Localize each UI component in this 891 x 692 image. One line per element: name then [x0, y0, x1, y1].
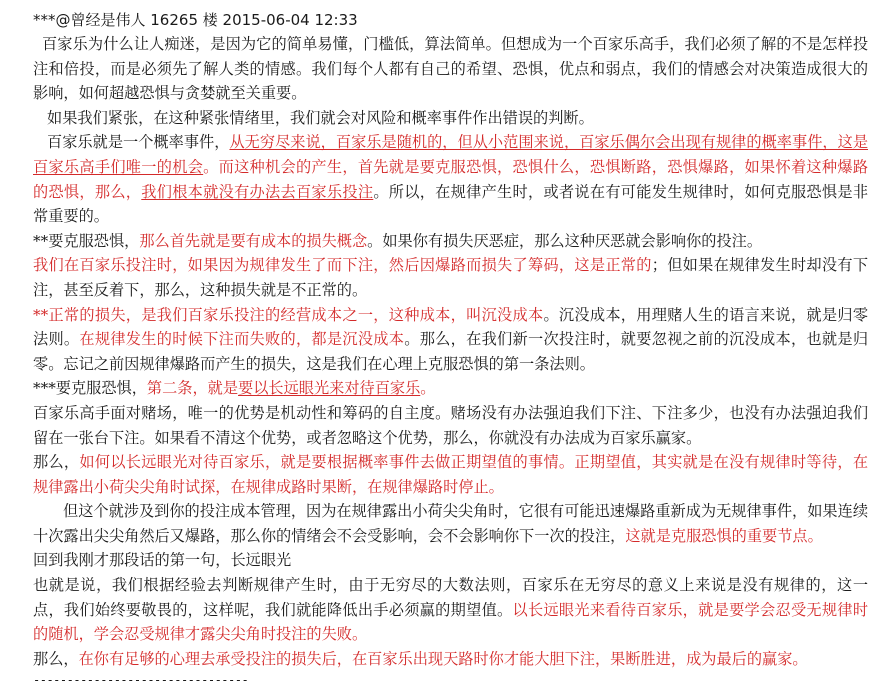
text-segment: 也就是说，我们根据经验去判断规律产生时，由于无穷尽的大数法则，百家乐在无穷尽的意义上来说是没有规律的，这一点，我们始终要敬畏的，这样呢，我们就能降低出手必须赢的期望值。 [33, 576, 868, 619]
highlight-red: 如何以长远眼光对待百家乐，就是要根据概率事件去做正期望值的事情。正期望值，其实就是在没有规律时等待，在规律露出小荷尖尖角时试探，在规律成路时果断，在规律爆路时停止。 [33, 453, 869, 496]
highlight-red: 在你有足够的心理去承受投注的损失后，在百家乐出现天路时你才能大胆下注，果断胜进，成为最后的赢家。 [78, 649, 808, 668]
text-segment: 。沉没成本，用理赌人生的语言来说，就是归零法则。 [33, 305, 869, 349]
paragraph-cost-concept [33, 229, 868, 254]
highlight-red: 那么首先就是要有成本的损失概念 [139, 231, 368, 250]
highlight-underlined: 我们根本就没有办法去百家乐投注 [141, 182, 374, 201]
text-segment: 那么， [33, 453, 80, 472]
highlight-red: 以长远眼光来看待百家乐，就是要学会忍受无规律时的随机，学会忍受规律才露尖尖角时投注的失败。 [33, 600, 869, 644]
text-segment: 。所以，在规律产生时，或者说在有可能发生规律时，如何克服恐惧是非常重要的。 [33, 182, 869, 226]
paragraph-normal-loss [33, 253, 868, 302]
paragraph-sunk-cost [33, 303, 868, 377]
paragraph-text: 百家乐高手面对赌场，唯一的优势是机动性和筹码的自主度。赌场没有办法强迫我们下注、下注多少，也没有办法强迫我们留在一张台下注。如果看不清这个优势，或者忽略这个优势，那么，你就没有办法成为百家乐赢家。 [33, 403, 868, 447]
highlight-red: 在规律发生的时候下注而失败的，都是沉没成本 [79, 330, 405, 349]
paragraph-text: 回到我刚才那段话的第一句，长远眼光 [33, 551, 292, 570]
highlight-underlined: 从无穷尽来说，百家乐是随机的，但从小范围来说，百家乐偶尔会出现有规律的概率事件，这是百家乐高手们唯一的机会 [33, 133, 869, 176]
text-segment: 。如果你有损失厌恶症，那么这种厌恶就会影响你的投注。 [367, 231, 762, 250]
paragraph-intro [33, 32, 868, 106]
forum-post [33, 8, 868, 689]
highlight-red: 第二条，就是 [146, 379, 239, 398]
text-segment: **要克服恐惧， [33, 231, 140, 250]
paragraph-nervous [33, 106, 868, 131]
paragraph-back-to-first [33, 548, 868, 573]
text-segment: ***要克服恐惧， [33, 379, 147, 398]
post-header: ***@曾经是伟人 16265 楼 2015-06-04 12:33 [33, 11, 358, 29]
paragraph-long-view [33, 450, 868, 499]
paragraph-rule-two [33, 376, 868, 401]
highlight-red: 我们在百家乐投注时，如果因为规律发生了而下注，然后因爆路而损失了筹码，这是正常的 [33, 256, 652, 275]
text-segment: 那么， [33, 649, 79, 668]
text-segment: 但这个就涉及到你的投注成本管理，因为在规律露出小荷尖尖角时，它很有可能迅速爆路重新成为无规律事件，如果连续十次露出尖尖角然后又爆路，那么你的情绪会不会受影响，会不会影响你下一次的投注， [33, 502, 868, 545]
paragraph-text: 如果我们紧张，在这种紧张情绪里，我们就会对风险和概率事件作出错误的判断。 [47, 108, 594, 127]
paragraph-advantage [33, 401, 868, 450]
paragraph-cost-management [33, 499, 868, 548]
highlight-red: 。而这种机会的产生，首先就是要克服恐惧，恐惧什么，恐惧断路，恐惧爆路，如果怀着这种爆路的恐惧，那么， [33, 157, 869, 201]
paragraph-conclusion [33, 647, 868, 672]
highlight-red: 。 [420, 379, 436, 398]
text-segment: 百家乐就是一个概率事件， [47, 133, 230, 152]
paragraph-law-of-large-numbers [33, 573, 868, 647]
paragraph-probability [33, 130, 868, 228]
highlight-red: **正常的损失，是我们百家乐投注的经营成本之一，这种成本，叫沉没成本 [33, 305, 544, 324]
paragraph-text: 百家乐为什么让人痴迷，是因为它的简单易懂，门槛低，算法简单。但想成为一个百家乐高手，我们必须了解的不是怎样投注和倍投，而是必须先了解人类的情感。我们每个人都有自己的希望、恐惧，优点和弱点，我们的情感会对决策造成很大的影响，如何超越恐惧与贪婪就至关重要。 [33, 35, 868, 103]
separator-line: -------------------------------- [33, 673, 249, 688]
text-segment: 。那么，在我们新一次投注时，就要忽视之前的沉没成本，也就是归零。忘记之前因规律爆路而产生的损失，这是我们在心理上克服恐惧的第一条法则。 [33, 330, 869, 373]
highlight-underlined: 要以长远眼光来对待百家乐 [238, 379, 421, 398]
text-segment: ；但如果在规律发生时却没有下注，甚至反着下，那么，这种损失就是不正常的。 [33, 256, 869, 299]
highlight-red: 这就是克服恐惧的重要节点。 [625, 526, 823, 545]
